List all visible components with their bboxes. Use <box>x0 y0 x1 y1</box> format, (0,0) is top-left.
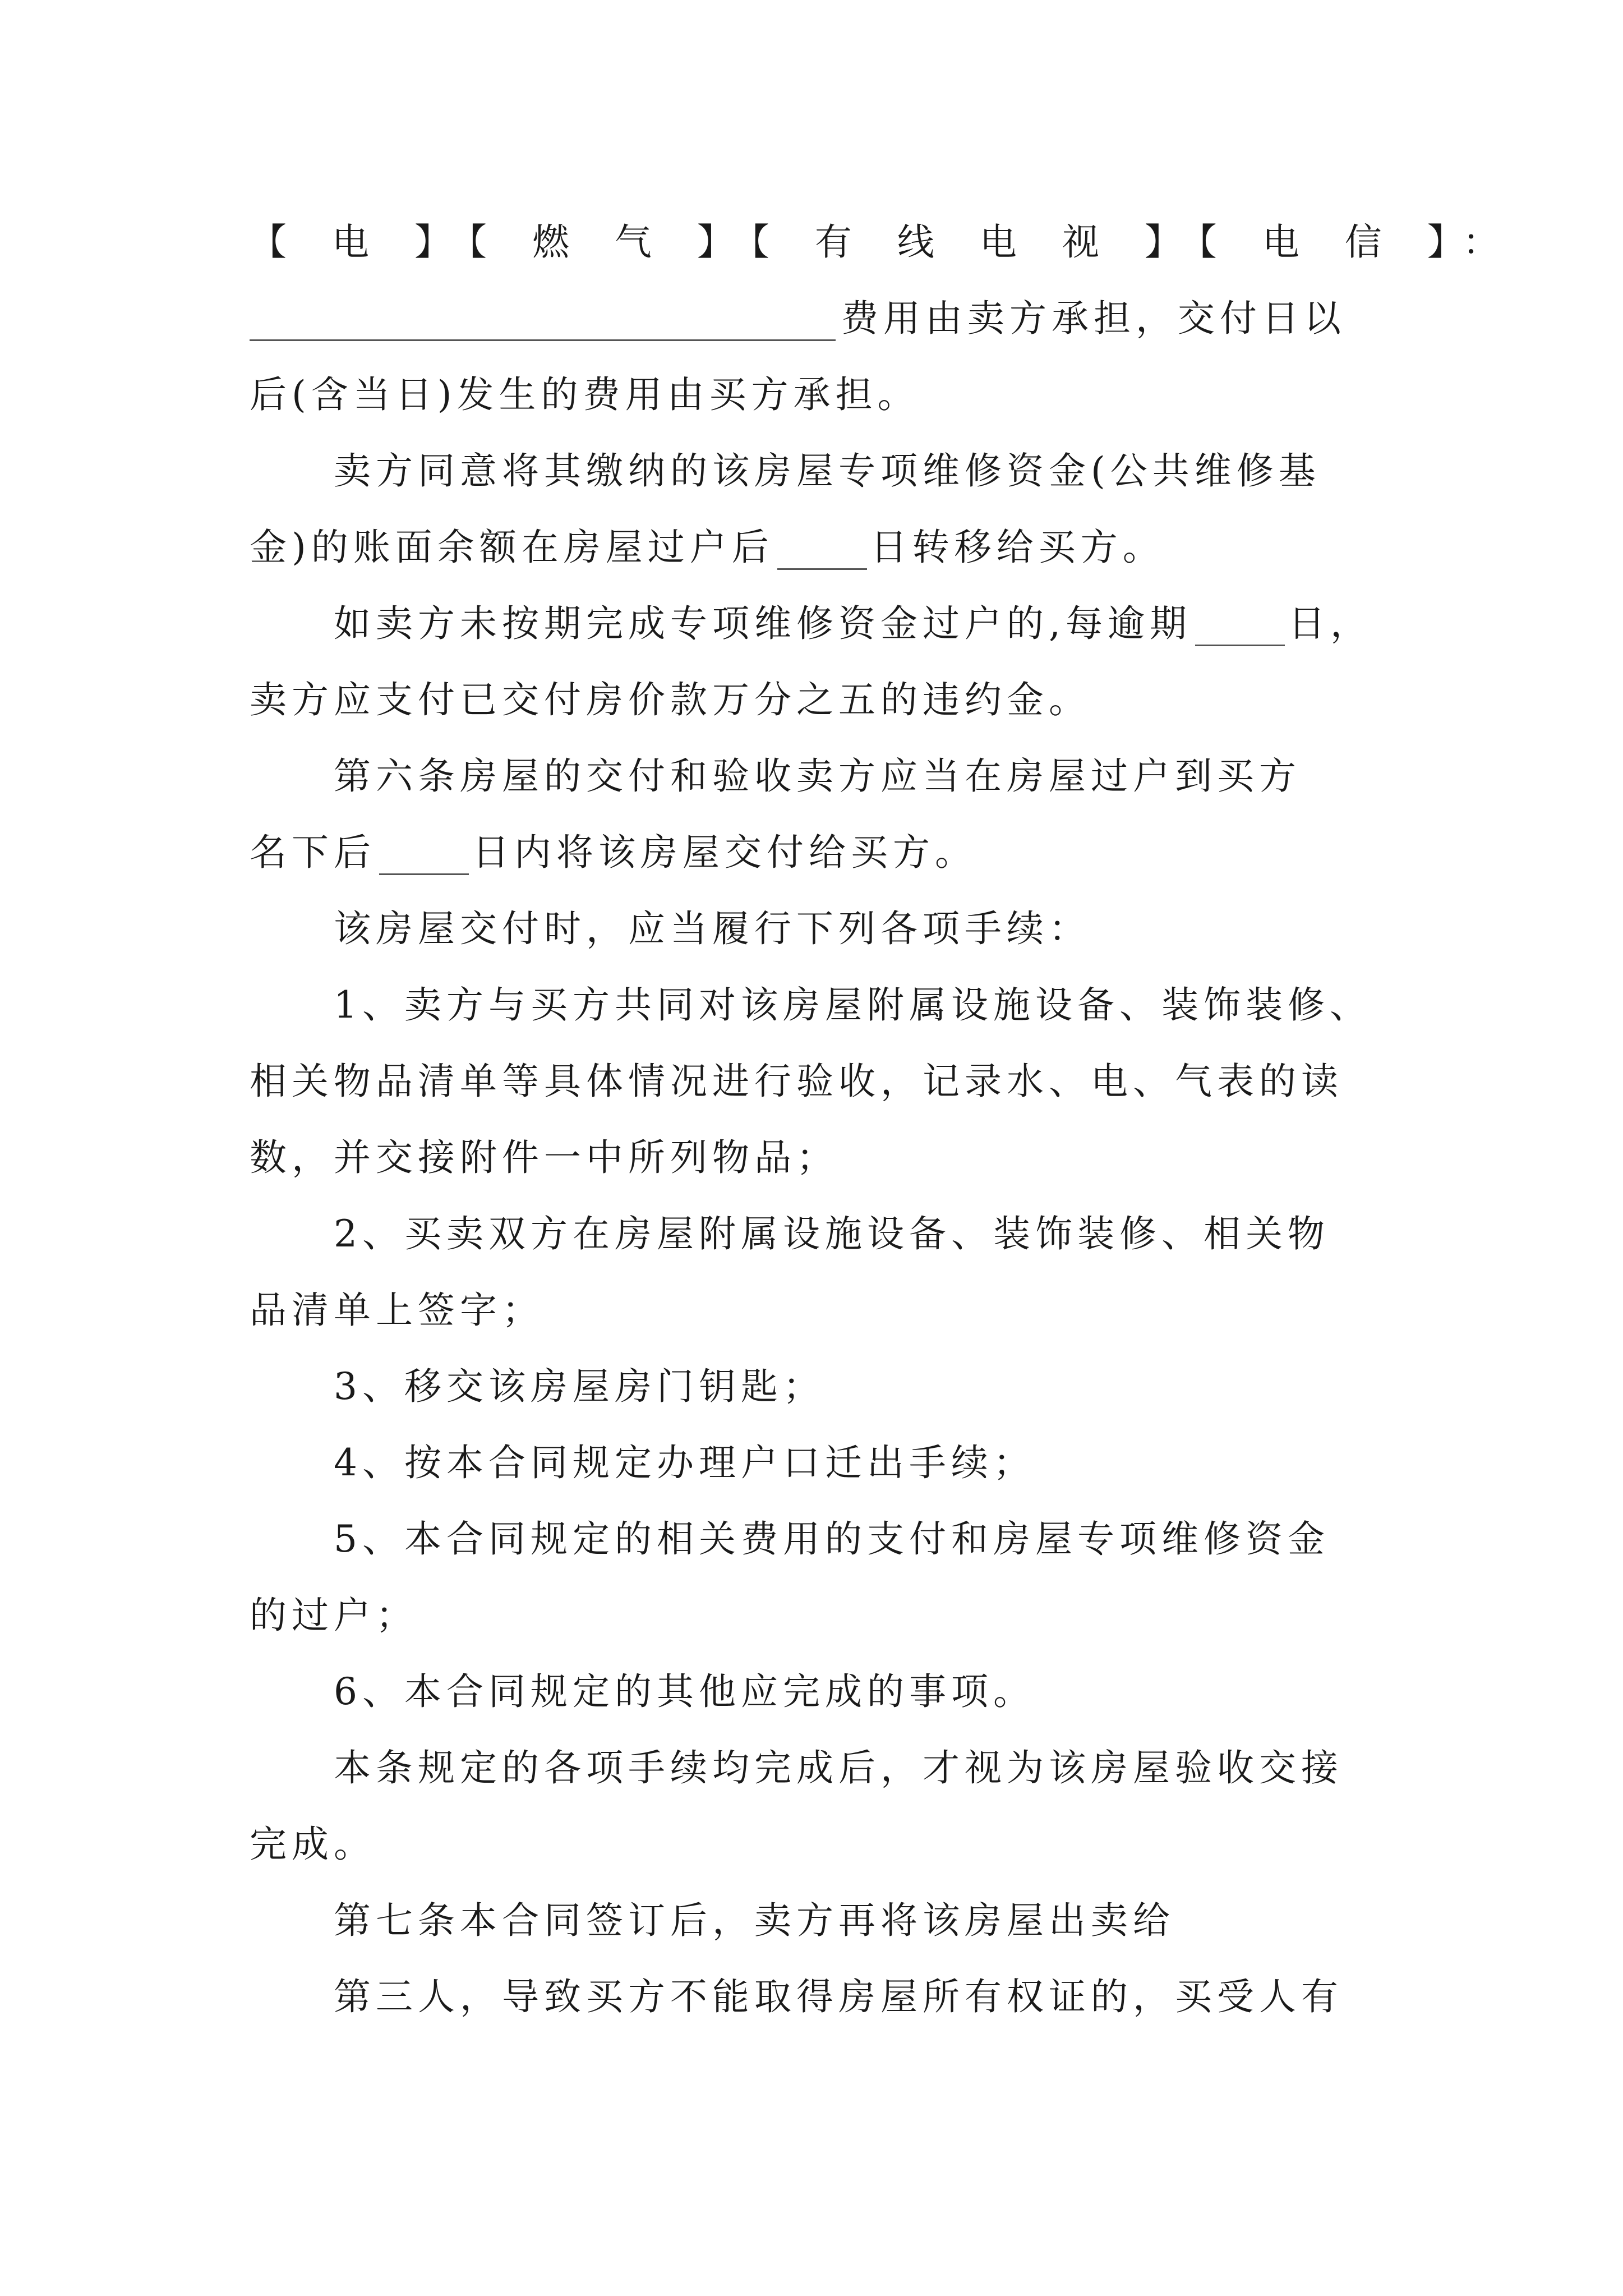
line-text: 6、本合同规定的其他应完成的事项。 <box>334 1670 1035 1713</box>
line-text: 4、按本合同规定办理户口迁出手续； <box>334 1441 1035 1484</box>
line-text: 本条规定的各项手续均完成后，才视为该房屋验收交接 <box>334 1746 1343 1789</box>
article-seven-line <box>334 1898 1478 1943</box>
line-text: 日内将该房屋交付给买方。 <box>472 831 977 874</box>
line-text: 日， <box>1288 602 1372 645</box>
overdue-days-blank[interactable] <box>1195 612 1285 646</box>
paragraph-line <box>250 1059 1394 1104</box>
paragraph-line <box>250 1593 1394 1638</box>
line-text: 的过户； <box>250 1594 418 1637</box>
list-item-2 <box>334 1212 1478 1257</box>
line-text: 相关物品清单等具体情况进行验收，记录水、电、气表的读 <box>250 1060 1343 1103</box>
utilities-line <box>250 220 1516 265</box>
list-item-4 <box>334 1441 1478 1485</box>
delivery-days-blank[interactable] <box>379 841 469 875</box>
line-text: 如卖方未按期完成专项维修资金过户的,每逾期 <box>334 602 1192 645</box>
fee-line <box>250 296 1394 341</box>
paragraph-line <box>250 1135 1394 1180</box>
line-text: 1、卖方与买方共同对该房屋附属设施设备、装饰装修、 <box>334 983 1372 1027</box>
list-item-1 <box>334 983 1478 1028</box>
paragraph-line <box>334 1975 1478 2019</box>
line-text: 第七条本合同签订后，卖方再将该房屋出卖给 <box>334 1899 1175 1942</box>
list-item-5 <box>334 1517 1478 1562</box>
paragraph-line <box>334 449 1478 494</box>
line-text: 卖方同意将其缴纳的该房屋专项维修资金(公共维修基 <box>334 449 1321 493</box>
paragraph-line <box>250 1822 1394 1867</box>
fee-text: 费用由卖方承担，交付日以 <box>841 297 1346 340</box>
list-item-6 <box>334 1669 1478 1714</box>
line-text: 3、移交该房屋房门钥匙； <box>334 1365 825 1408</box>
paragraph-line <box>250 830 1394 875</box>
line-text: 数，并交接附件一中所列物品； <box>250 1136 838 1179</box>
fee-blank[interactable] <box>250 305 836 341</box>
line-text: 名下后 <box>250 831 376 874</box>
paragraph-line <box>250 525 1394 570</box>
days-blank[interactable] <box>777 536 867 570</box>
paragraph-line <box>250 1288 1394 1333</box>
line-text: 日转移给买方。 <box>870 526 1165 569</box>
list-item-3 <box>334 1364 1478 1409</box>
paragraph-line <box>334 907 1478 951</box>
line-text: 该房屋交付时，应当履行下列各项手续： <box>334 907 1091 950</box>
line-text: 完成。 <box>250 1823 376 1866</box>
line-text: 第六条房屋的交付和验收卖方应当在房屋过户到买方 <box>334 754 1301 798</box>
line-text: 品清单上签字； <box>250 1289 544 1332</box>
article-six-line <box>334 754 1478 799</box>
line-text: 卖方应支付已交付房价款万分之五的违约金。 <box>250 678 1091 721</box>
paragraph-line <box>250 678 1394 723</box>
line-text: 金)的账面余额在房屋过户后 <box>250 526 774 569</box>
line-text: 2、买卖双方在房屋附属设施设备、装饰装修、相关物 <box>334 1212 1330 1255</box>
line-text: 后(含当日)发生的费用由买方承担。 <box>250 373 920 416</box>
paragraph-line <box>250 372 1394 417</box>
paragraph-line <box>334 1746 1478 1791</box>
line-text: 第三人，导致买方不能取得房屋所有权证的，买受人有 <box>334 1975 1343 2018</box>
utilities-text: 【 电 】【 燃 气 】【 有 线 电 视 】【 电 信 】： <box>250 220 1516 264</box>
paragraph-line <box>334 601 1478 646</box>
line-text: 5、本合同规定的相关费用的支付和房屋专项维修资金 <box>334 1517 1330 1561</box>
